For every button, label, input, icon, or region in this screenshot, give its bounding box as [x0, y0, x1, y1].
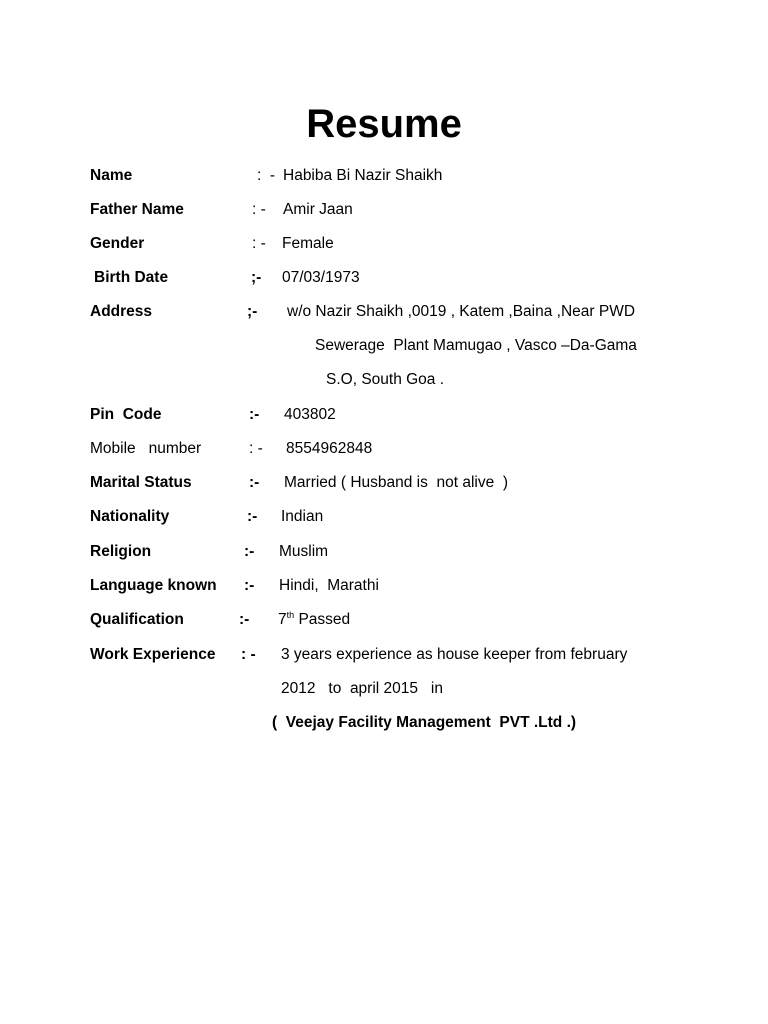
pin-code-value: 403802 — [284, 406, 336, 423]
nationality-value: Indian — [281, 508, 324, 525]
marital-status-value: Married ( Husband is not alive ) — [284, 474, 508, 491]
work-experience-employer: ( Veejay Facility Management PVT .Ltd .) — [272, 714, 577, 731]
resume-title: Resume — [306, 102, 462, 146]
name-value: Habiba Bi Nazir Shaikh — [283, 167, 443, 184]
pin-code-label: Pin Code — [90, 406, 162, 423]
marital-status-label: Marital Status — [90, 474, 192, 491]
gender-label: Gender — [90, 235, 145, 252]
birth-date-label: Birth Date — [94, 269, 169, 286]
gender-separator: : - — [252, 235, 266, 252]
father-name-value: Amir Jaan — [283, 201, 353, 218]
work-experience-label: Work Experience — [90, 646, 216, 663]
birth-date-separator: ;- — [251, 269, 262, 286]
religion-value: Muslim — [279, 543, 329, 560]
gender-value: Female — [282, 235, 334, 252]
nationality-label: Nationality — [90, 508, 170, 525]
father-name-separator: : - — [252, 201, 266, 218]
name-separator: : - — [257, 167, 276, 184]
languages-label: Language known — [90, 577, 217, 594]
address-line-1: w/o Nazir Shaikh ,0019 , Katem ,Baina ,Near PWD — [287, 303, 636, 320]
qualification-ordinal-suffix: th — [286, 609, 295, 620]
address-line-2: Sewerage Plant Mamugao , Vasco –Da-Gama — [315, 337, 637, 354]
work-experience-separator: : - — [241, 646, 256, 663]
address-label: Address — [90, 303, 153, 320]
address-separator: ;- — [247, 303, 258, 320]
languages-separator: :- — [244, 577, 255, 594]
nationality-separator: :- — [247, 508, 258, 525]
religion-label: Religion — [90, 543, 152, 560]
work-experience-line-1: 3 years experience as house keeper from february — [281, 646, 628, 663]
languages-value: Hindi, Marathi — [279, 577, 379, 594]
mobile-separator: : - — [249, 440, 263, 457]
qualification-label: Qualification — [90, 611, 184, 628]
name-label: Name — [90, 167, 133, 184]
marital-status-separator: :- — [249, 474, 260, 491]
qualification-rest: Passed — [294, 611, 351, 628]
mobile-value: 8554962848 — [286, 440, 373, 457]
religion-separator: :- — [244, 543, 255, 560]
father-name-label: Father Name — [90, 201, 184, 218]
birth-date-value: 07/03/1973 — [282, 269, 360, 286]
mobile-label: Mobile number — [90, 440, 202, 457]
qualification-value — [278, 610, 350, 630]
pin-code-separator: :- — [249, 406, 260, 423]
work-experience-line-2: 2012 to april 2015 in — [281, 680, 444, 697]
qualification-number: 7 — [278, 611, 287, 628]
qualification-separator: :- — [239, 611, 250, 628]
address-line-3: S.O, South Goa . — [326, 371, 445, 388]
